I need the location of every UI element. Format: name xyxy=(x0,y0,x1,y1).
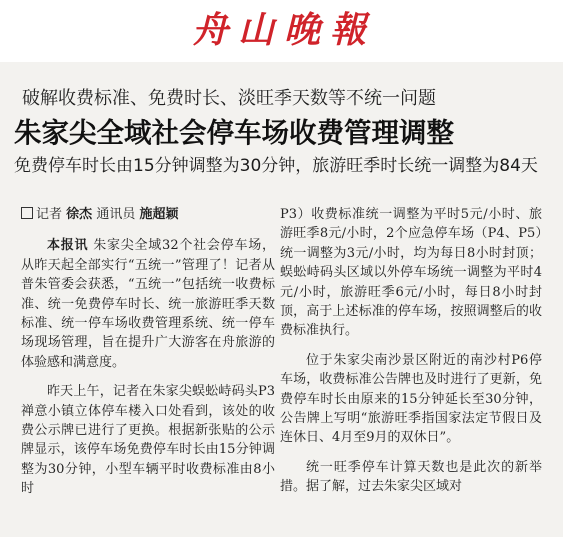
paragraph-text: 朱家尖全域32个社会停车场，从昨天起全部实行“五统一”管理了！记者从普朱管委会获悉，“五统一”包括统一收费标准、统一免费停车时长、统一旅游旺季天数标准、统一停车场收费管理系统、统一停车场现场管理，旨在提升广大游客在舟旅游的体验感和满意度。 xyxy=(21,238,275,370)
byline-role: 通讯员 xyxy=(96,207,136,222)
byline-reporter: 徐杰 xyxy=(66,207,93,222)
article-column-right xyxy=(280,205,542,497)
article-column-left xyxy=(21,205,275,499)
newspaper-logo: 舟山晚報 xyxy=(192,9,377,51)
article-subhead: 免费停车时长由15分钟调整为30分钟，旅游旺季时长统一调整为84天 xyxy=(14,156,538,176)
paragraph: 统一旺季停车计算天数也是此次的新举措。据了解，过去朱家尖区域对 xyxy=(280,459,542,495)
paragraph: P3）收费标准统一调整为平时5元/小时、旅游旺季8元/小时，2个应急停车场（P4、P5）统一调整为3元/小时，均为每日8小时封顶；蜈蚣峙码头区域以外停车场统一调整为平时4元/小时，旅游旺季6元/小时，每日8小时封顶，高于上述标准的停车场，按照调整后的收费标准执行。 xyxy=(280,207,542,339)
masthead xyxy=(0,0,563,63)
paragraph: 昨天上午，记者在朱家尖蜈蚣峙码头P3禅意小镇立体停车楼入口处看到，该处的收费公示牌已进行了更换。根据新张贴的公示牌显示，该停车场免费停车时长由15分钟调整为30分钟，小型车辆平时收费标准由8小时 xyxy=(21,384,275,497)
byline xyxy=(21,205,275,224)
paragraph xyxy=(21,236,275,372)
paragraph-lead: 本报讯 xyxy=(47,238,89,254)
paragraph: 位于朱家尖南沙景区附近的南沙村P6停车场，收费标准公告牌也及时进行了更新，免费停车时长由原来的15分钟延长至30分钟，公告牌上写明“旅游旺季指国家法定节假日及连休日、4月至9月的双休日”。 xyxy=(280,352,542,446)
article-kicker: 破解收费标准、免费时长、淡旺季天数等不统一问题 xyxy=(22,88,436,109)
byline-box-icon xyxy=(21,207,33,219)
byline-correspondent: 施超颖 xyxy=(139,207,179,222)
byline-prefix: 记者 xyxy=(36,207,63,222)
article-headline: 朱家尖全域社会停车场收费管理调整 xyxy=(14,117,454,149)
